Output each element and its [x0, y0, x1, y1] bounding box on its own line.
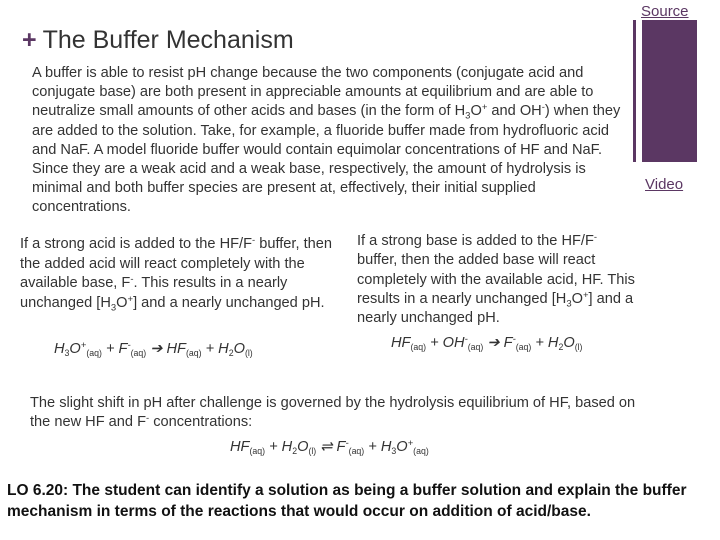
- strong-acid-paragraph: If a strong acid is added to the HF/F- buffer, then the added acid will react completely with the available base, F-. This results in a nearly unchanged $[H_3O^+]$ and a nearly unchanged pH.: [20, 234, 332, 313]
- strong-base-paragraph: If a strong base is added to the HF/F- buffer, then the added base will react completely with the available acid, HF. This results in a nearly unchanged $[H_3O^+]$ and a nearly unchanged pH.: [357, 231, 635, 327]
- hydrolysis-equation: $HF_{(aq)} + H_2O_{(l)}$ ⇌ $F^-_{(aq)} + H_3O^+_{(aq)}$: [230, 437, 429, 457]
- accent-band: [642, 20, 697, 162]
- plus-icon: +: [22, 26, 37, 54]
- acid-equation: $H_3O^+_{(aq)} + F^-_{(aq)}$ ➔ $HF_{(aq)} + H_2O_{(l)}$: [54, 339, 253, 359]
- hydrolysis-paragraph: The slight shift in pH after challenge is governed by the hydrolysis equilibrium of HF, based on the new HF and F- concentrations:: [30, 395, 636, 431]
- base-equation: $HF_{(aq)} + OH^-_{(aq)}$ ➔ $F^-_{(aq)} + H_2O_{(l)}$: [391, 333, 583, 353]
- page-title: [22, 26, 294, 55]
- video-link[interactable]: Video: [645, 176, 684, 193]
- title-text: The Buffer Mechanism: [42, 26, 294, 54]
- intro-paragraph: A buffer is able to resist pH change because the two components (conjugate acid and conjugate base) are both present in appreciable amounts at equilibrium and are able to neutralize small amounts of other acids and bases (in the form of $H_3O^+$ and OH-) when they are added to the solution. Take, for example, a fluoride buffer made from hydrofluoric acid and NaF. A model fluoride buffer would contain equimolar concentrations of HF and NaF. Since they are a weak acid and a weak base, respectively, the amount of hydrolysis is minimal and both buffer species are present at, effectively, their initial supplied concentrations.: [32, 65, 621, 216]
- learning-objective: LO 6.20: The student can identify a solution as being a buffer solution and explain the buffer mechanism in terms of the reactions that would occur on addition of acid/base.: [7, 482, 687, 520]
- source-link[interactable]: Source: [641, 3, 689, 20]
